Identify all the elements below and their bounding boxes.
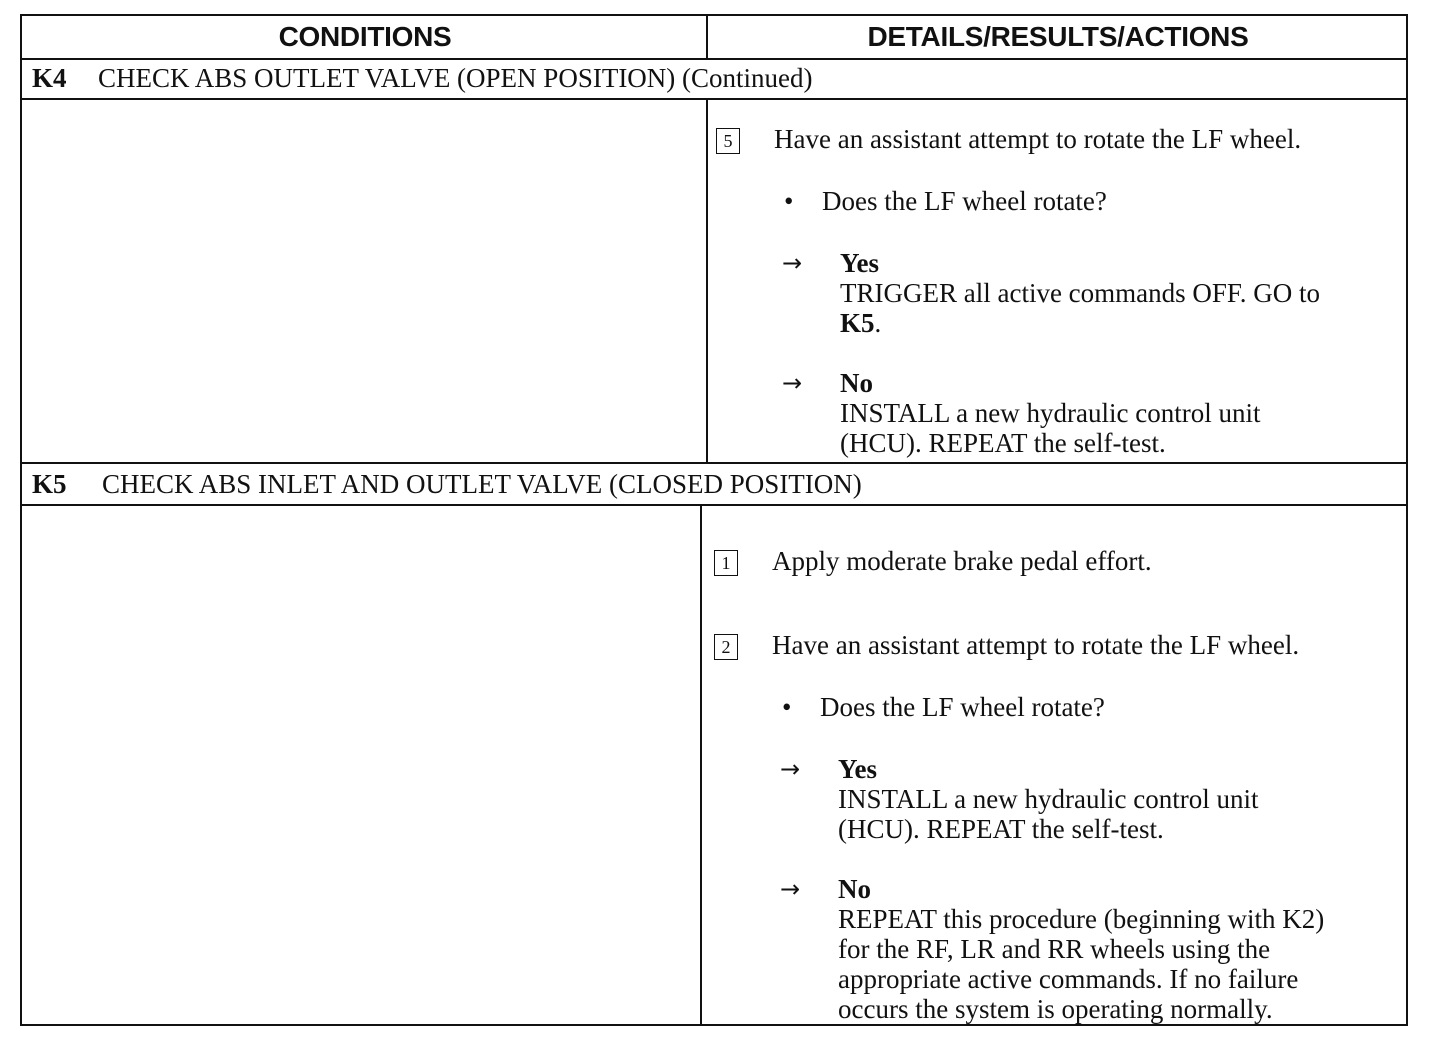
no-label: No — [840, 368, 873, 398]
k5-column-divider — [700, 504, 702, 1024]
step-number-box: 2 — [714, 634, 738, 660]
k4-column-divider — [706, 98, 708, 462]
no-label: No — [838, 874, 871, 904]
k5-yes-outcome — [780, 754, 1258, 844]
k4-no-outcome — [782, 368, 1260, 458]
k4-title-divider — [22, 98, 1406, 100]
k5-title: CHECK ABS INLET AND OUTLET VALVE (CLOSED POSITION) — [102, 468, 862, 499]
yes-action-line-1: TRIGGER all active commands OFF. GO to — [840, 278, 1321, 308]
header-column-divider — [706, 16, 708, 58]
k4-code: K4 — [32, 62, 67, 93]
arrow-right-icon: → — [780, 875, 801, 903]
k4-yes-outcome — [782, 248, 1320, 338]
no-action-line-1: INSTALL a new hydraulic control unit — [840, 398, 1261, 428]
question-text: Does the LF wheel rotate? — [822, 186, 1107, 216]
step-text: Apply moderate brake pedal effort. — [772, 546, 1152, 576]
arrow-right-icon: → — [782, 369, 803, 397]
step-number-box: 5 — [716, 128, 740, 154]
step-number-box: 1 — [714, 550, 738, 576]
yes-action-line-1: INSTALL a new hydraulic control unit — [838, 784, 1259, 814]
no-action-line-2: (HCU). REPEAT the self-test. — [840, 428, 1166, 458]
k4-step-5 — [716, 124, 1301, 155]
k5-no-outcome — [780, 874, 1324, 1024]
bullet-icon: • — [784, 186, 794, 216]
yes-label: Yes — [840, 248, 879, 278]
conditions-header: CONDITIONS — [278, 21, 452, 52]
arrow-right-icon: → — [780, 755, 801, 783]
goto-ref: K5 — [840, 308, 875, 338]
k5-step-1 — [714, 546, 1152, 577]
k4-section-title — [32, 58, 813, 98]
no-action-line-4: occurs the system is operating normally. — [838, 994, 1273, 1024]
yes-action-line-2: (HCU). REPEAT the self-test. — [838, 814, 1164, 844]
step-text: Have an assistant attempt to rotate the LF wheel. — [774, 124, 1302, 154]
procedure-table — [20, 14, 1408, 1026]
no-action-line-1: REPEAT this procedure (beginning with K2) — [838, 904, 1325, 934]
yes-action-line-2: K5. — [840, 308, 882, 338]
no-action-line-3: appropriate active commands. If no failure — [838, 964, 1299, 994]
question-text: Does the LF wheel rotate? — [820, 692, 1105, 722]
bullet-icon: • — [782, 692, 792, 722]
k5-title-divider — [22, 504, 1406, 506]
k4-title: CHECK ABS OUTLET VALVE (OPEN POSITION) (Continued) — [98, 62, 813, 93]
k5-question — [782, 692, 1105, 723]
k5-step-2 — [714, 630, 1299, 661]
no-action-line-2: for the RF, LR and RR wheels using the — [838, 934, 1271, 964]
arrow-right-icon: → — [782, 249, 803, 277]
k5-section-title — [32, 464, 862, 504]
details-header: DETAILS/RESULTS/ACTIONS — [867, 21, 1249, 52]
k4-question — [784, 186, 1107, 217]
yes-label: Yes — [838, 754, 877, 784]
step-text: Have an assistant attempt to rotate the LF wheel. — [772, 630, 1300, 660]
k5-code: K5 — [32, 468, 67, 499]
